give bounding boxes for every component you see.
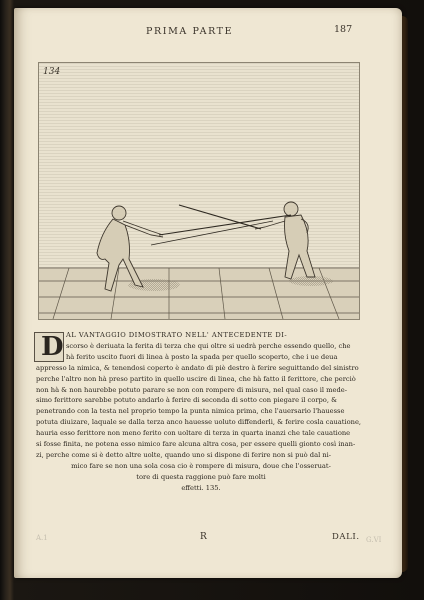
text-line-1: AL VANTAGGIO DIMOSTRATO NELL' ANTECEDENTE DI- bbox=[66, 331, 288, 339]
text-line-13: mico fare se non una sola cosa cio è rompere di misura, doue che l'osseruat- bbox=[71, 461, 331, 470]
paragraph bbox=[36, 330, 366, 494]
text-line-15: effetti. 135. bbox=[181, 483, 221, 492]
sky-hatching bbox=[39, 63, 359, 268]
text-line-11: si fosse finita, ne potena esso nimico fare alcuna altra cosa, per essere quelli gionto così inan- bbox=[36, 440, 356, 449]
engraving-plate bbox=[38, 62, 360, 320]
text-line-10: hauria esso ferittore non meno ferito con uoltare di terza in quarta inanzi che tale cauatione bbox=[36, 429, 351, 438]
running-title: PRIMA PARTE bbox=[146, 26, 234, 37]
library-stamp-right: G.VI bbox=[366, 536, 382, 544]
text-line-14: tore di questa raggione può fare molti bbox=[136, 472, 266, 481]
fencing-illustration bbox=[39, 63, 359, 319]
text-line-4: appresso la nimica, & tenendosi coperto è andato di piè destro à ferire seguittando del sinistro bbox=[36, 363, 359, 372]
text-line-3: hà ferito uscito fuori di linea à posto la spada per quello scoperto, che i ue deua bbox=[66, 352, 338, 361]
library-stamp-left: A.1 bbox=[36, 534, 48, 542]
signature-mark: R bbox=[200, 532, 207, 542]
text-line-12: zi, perche come si è detto altre uolte, quando uno si dispone di ferire non si può dal ni- bbox=[36, 450, 332, 459]
text-line-5: perche l'altro non hà preso partito in quello uscire di linea, che hà fatto il ferittore, che perciò bbox=[36, 374, 356, 383]
text-line-6: non hà & non haurebbe potuto parare se non con rompere di misura, nel qual caso il mede- bbox=[36, 385, 347, 394]
text-line-8: penetrando con la testa nel proprio tempo la punta nimica prima, che l'auersario l'hauesse bbox=[36, 407, 345, 416]
book-page bbox=[14, 8, 402, 578]
decorated-initial bbox=[34, 332, 64, 362]
text-line-9: potuta diuizare, laquale se dalla terza anco hauesse uoluto diffenderli, & ferire cosla cauatione, bbox=[36, 418, 362, 427]
text-line-2: scorso è deriuata la ferita di terza che qui oltre si uedrà perche essendo quello, che bbox=[66, 341, 351, 350]
plate-number: 134 bbox=[43, 67, 61, 77]
page-number: 187 bbox=[334, 24, 353, 35]
page-header bbox=[14, 26, 402, 42]
initial-letter: D bbox=[41, 332, 64, 362]
text-line-7: simo ferittore sarebbe potuto andarlo à ferire di seconda di sotto con piegare il corpo, & bbox=[36, 396, 338, 405]
catchword: DALI. bbox=[332, 532, 360, 542]
right-fencer-shadow bbox=[289, 276, 333, 286]
